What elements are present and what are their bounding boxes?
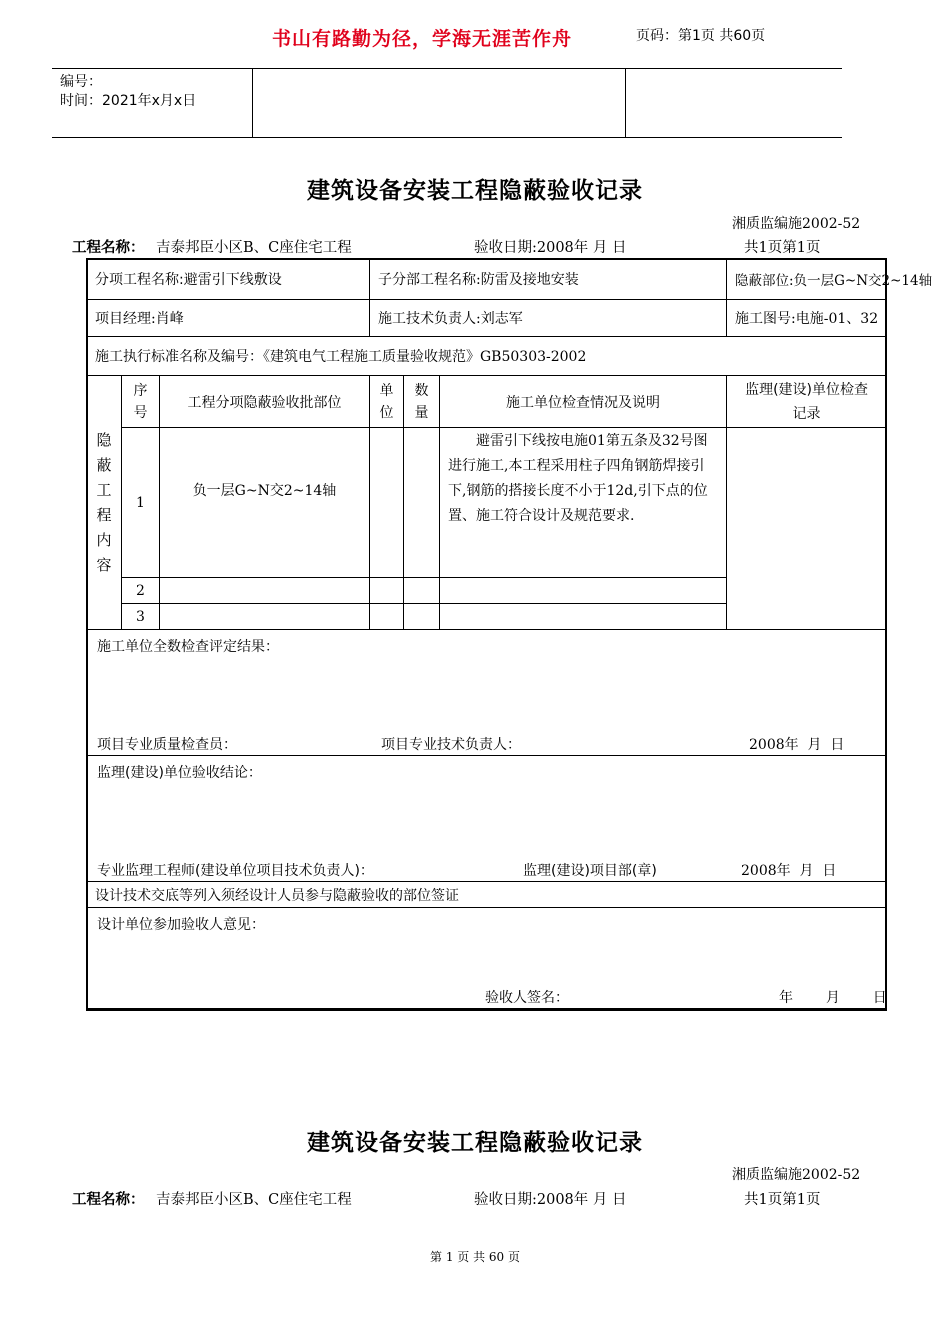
design-note: 设计技术交底等列入须经设计人员参与隐蔽验收的部位签证 bbox=[87, 882, 887, 908]
row-qty bbox=[404, 604, 440, 630]
col-supervisor-text: 监理(建设)单位检查记录 bbox=[745, 381, 869, 422]
number-label: 编号： bbox=[60, 74, 102, 90]
date-2: 2008年 月 日 bbox=[741, 863, 837, 879]
project-label-2: 工程名称： bbox=[72, 1192, 145, 1208]
hidden-part: 隐蔽部位:负一层G~N交2~14轴 bbox=[727, 259, 887, 300]
col-seq bbox=[122, 376, 160, 428]
page-count: 共1页第1页 bbox=[744, 240, 821, 256]
inspection-table bbox=[86, 258, 933, 1009]
row-unit bbox=[370, 578, 404, 604]
col-part: 工程分项隐蔽验收批部位 bbox=[160, 376, 370, 428]
tech-responsible-label: 项目专业技术负责人： bbox=[381, 737, 521, 753]
col-seq-text: 序号 bbox=[133, 382, 148, 421]
supervisor-engineer-label: 专业监理工程师(建设单位项目技术负责人)： bbox=[97, 863, 374, 879]
form-code-2: 湘质监编施2002-52 bbox=[732, 1167, 861, 1183]
date-1: 2008年 月 日 bbox=[749, 737, 845, 753]
record-title-2: 建筑设备安装工程隐蔽验收记录 bbox=[307, 1130, 643, 1156]
date-3: 年 月 日 bbox=[779, 990, 887, 1006]
project-manager: 项目经理:肖峰 bbox=[87, 300, 370, 337]
table-row bbox=[87, 428, 887, 578]
construction-result-label: 施工单位全数检查评定结果： bbox=[97, 639, 279, 655]
row-desc bbox=[440, 604, 727, 630]
project-name-2: 吉泰邦臣小区B、C座住宅工程 bbox=[156, 1192, 352, 1208]
row-part bbox=[160, 578, 370, 604]
row-part bbox=[160, 604, 370, 630]
col-supervisor bbox=[727, 376, 887, 428]
col-qty bbox=[404, 376, 440, 428]
row-qty bbox=[404, 578, 440, 604]
sub-part-name: 子分部工程名称:防雷及接地安装 bbox=[370, 259, 727, 300]
motto: 书山有路勤为径，学海无涯苦作舟 bbox=[272, 28, 573, 50]
tech-lead: 施工技术负责人:刘志军 bbox=[370, 300, 727, 337]
inspection-date-2: 验收日期:2008年 月 日 bbox=[474, 1192, 627, 1208]
row-desc bbox=[440, 428, 727, 578]
page-count-2: 共1页第1页 bbox=[744, 1192, 821, 1208]
divider bbox=[625, 69, 626, 137]
row-unit bbox=[370, 604, 404, 630]
col-desc: 施工单位检查情况及说明 bbox=[440, 376, 727, 428]
page-footer: 第 1 页 共 60 页 bbox=[430, 1250, 520, 1264]
design-opinion-section bbox=[87, 908, 887, 1009]
construction-result-section bbox=[87, 630, 887, 756]
row-unit bbox=[370, 428, 404, 578]
header-page-number: 页码：第1页 共60页 bbox=[636, 28, 766, 44]
row-desc-text: 避雷引下线按电施01第五条及32号图进行施工,本工程采用柱子四角钢筋焊接引下,钢筋的搭接长度不小于12d,引下点的位置、施工符合设计及规范要求. bbox=[448, 433, 708, 524]
row-seq: 2 bbox=[122, 578, 160, 604]
row-part: 负一层G~N交2~14轴 bbox=[160, 428, 370, 578]
col-unit-text: 单位 bbox=[379, 382, 394, 421]
col-unit bbox=[370, 376, 404, 428]
time-label: 时间：2021年x月x日 bbox=[60, 93, 197, 109]
row-qty bbox=[404, 428, 440, 578]
standard-name: 施工执行标准名称及编号：《建筑电气工程施工质量验收规范》GB50303-2002 bbox=[87, 337, 887, 376]
row-seq: 1 bbox=[122, 428, 160, 578]
project-name: 吉泰邦臣小区B、C座住宅工程 bbox=[156, 240, 352, 256]
col-qty-text: 数量 bbox=[414, 382, 429, 421]
inspection-date: 验收日期:2008年 月 日 bbox=[474, 240, 627, 256]
sub-item-name: 分项工程名称:避雷引下线敷设 bbox=[87, 259, 370, 300]
row-seq: 3 bbox=[122, 604, 160, 630]
supervisor-conclusion-label: 监理(建设)单位验收结论： bbox=[97, 765, 262, 781]
row-supervisor-record bbox=[727, 428, 887, 630]
quality-inspector-label: 项目专业质量检查员： bbox=[97, 737, 237, 753]
page-header bbox=[52, 68, 842, 138]
record-title: 建筑设备安装工程隐蔽验收记录 bbox=[307, 178, 643, 204]
row-desc bbox=[440, 578, 727, 604]
acceptor-sign-label: 验收人签名： bbox=[485, 990, 569, 1006]
design-opinion-label: 设计单位参加验收人意见： bbox=[97, 917, 265, 933]
supervisor-conclusion-section bbox=[87, 756, 887, 882]
supervisor-dept-label: 监理(建设)项目部(章) bbox=[523, 863, 657, 879]
form-code: 湘质监编施2002-52 bbox=[732, 216, 861, 232]
side-label bbox=[87, 376, 122, 630]
project-label: 工程名称： bbox=[72, 240, 145, 256]
header-meta bbox=[60, 73, 196, 111]
divider bbox=[252, 69, 253, 137]
drawing-number: 施工图号:电施-01、32 bbox=[727, 300, 887, 337]
side-label-text: 隐蔽工程内容 bbox=[96, 430, 112, 574]
